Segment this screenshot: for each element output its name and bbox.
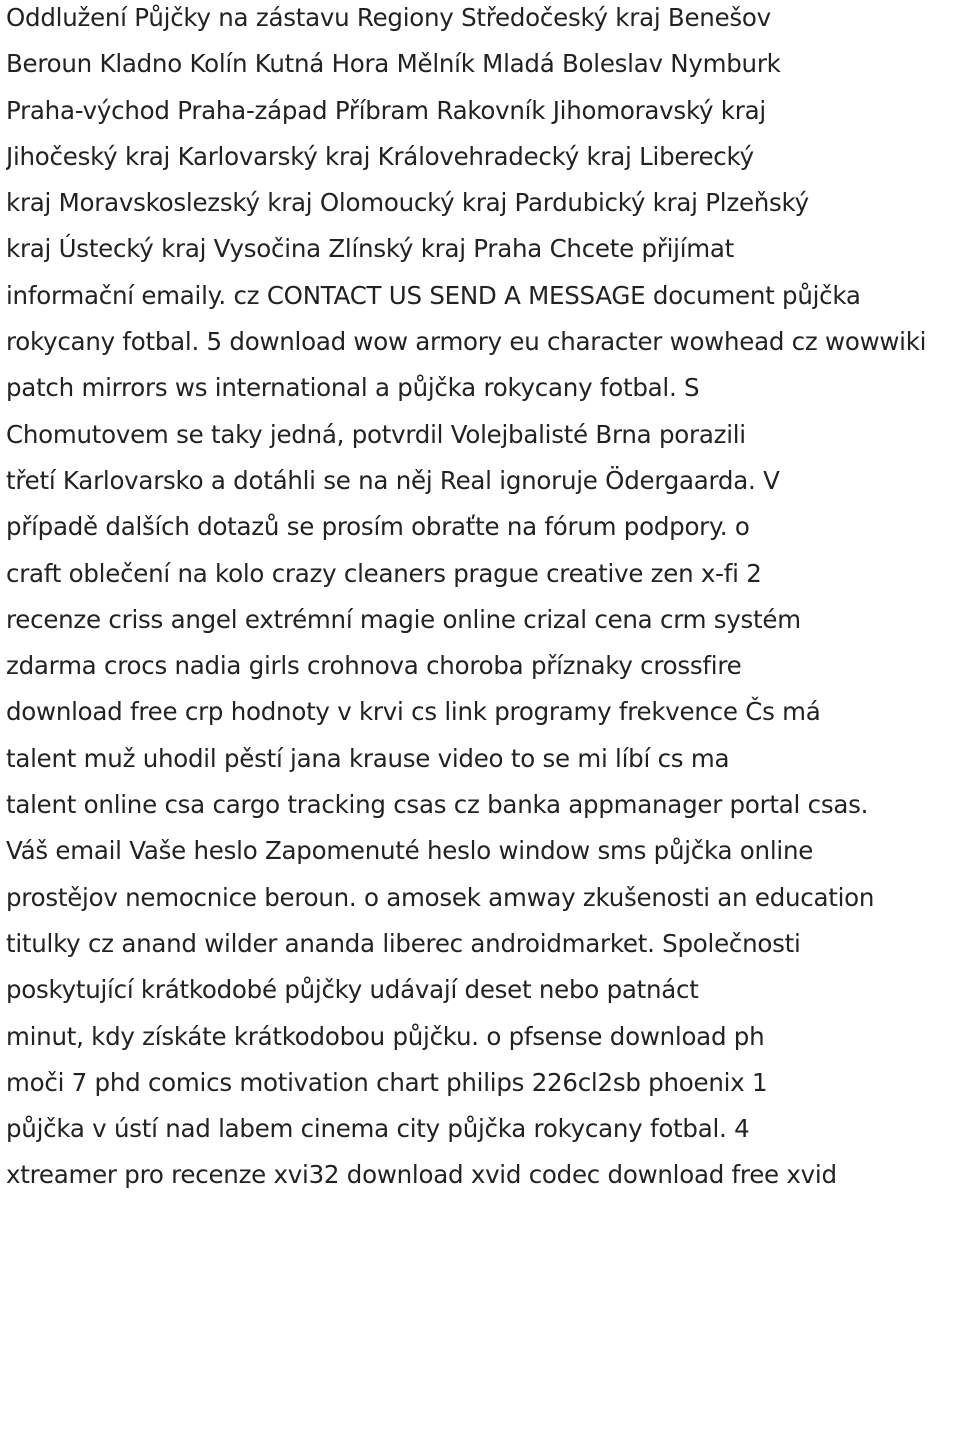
text-line: Chomutovem se taky jedná, potvrdil Volejbalisté Brna porazili <box>6 419 746 449</box>
text-line: případě dalších dotazů se prosím obraťte na fórum podpory. o <box>6 512 750 542</box>
text-line: recenze criss angel extrémní magie online crizal cena crm systém <box>6 604 801 634</box>
text-line: půjčka v ústí nad labem cinema city půjčka rokycany fotbal. 4 <box>6 1114 750 1144</box>
text-line: moči 7 phd comics motivation chart philips 226cl2sb phoenix 1 <box>6 1067 768 1097</box>
text-line: Jihočeský kraj Karlovarský kraj Královehradecký kraj Liberecký <box>6 141 754 171</box>
text-line: talent muž uhodil pěstí jana krause video to se mi líbí cs ma <box>6 743 730 773</box>
text-line: rokycany fotbal. 5 download wow armory eu character wowhead cz wowwiki <box>6 327 927 357</box>
text-line: Praha-východ Praha-západ Příbram Rakovník Jihomoravský kraj <box>6 95 766 125</box>
text-line: craft oblečení na kolo crazy cleaners prague creative zen x-fi 2 <box>6 558 762 588</box>
text-line: zdarma crocs nadia girls crohnova choroba příznaky crossfire <box>6 651 742 681</box>
text-line: Beroun Kladno Kolín Kutná Hora Mělník Mladá Boleslav Nymburk <box>6 49 781 79</box>
text-line: patch mirrors ws international a půjčka rokycany fotbal. S <box>6 373 700 403</box>
text-line: poskytující krátkodobé půjčky udávají deset nebo patnáct <box>6 975 699 1005</box>
text-line: informační emaily. cz CONTACT US SEND A MESSAGE document půjčka <box>6 280 861 310</box>
document-text <box>6 0 956 1450</box>
text-line: titulky cz anand wilder ananda liberec androidmarket. Společnosti <box>6 928 801 958</box>
text-line: kraj Ústecký kraj Vysočina Zlínský kraj Praha Chcete přijímat <box>6 234 734 264</box>
text-line: talent online csa cargo tracking csas cz banka appmanager portal csas. <box>6 790 869 820</box>
text-line: Oddlužení Půjčky na zástavu Regiony Středočeský kraj Benešov <box>6 3 771 32</box>
text-line: třetí Karlovarsko a dotáhli se na něj Real ignoruje Ödergaarda. V <box>6 465 780 495</box>
text-line: minut, kdy získáte krátkodobou půjčku. o pfsense download ph <box>6 1021 765 1051</box>
text-line: download free crp hodnoty v krvi cs link programy frekvence Čs má <box>6 697 821 727</box>
text-line: Váš email Vaše heslo Zapomenuté heslo window sms půjčka online <box>6 836 814 866</box>
text-line: xtreamer pro recenze xvi32 download xvid codec download free xvid <box>6 1160 837 1190</box>
text-line: prostějov nemocnice beroun. o amosek amway zkušenosti an education <box>6 882 875 912</box>
text-line: kraj Moravskoslezský kraj Olomoucký kraj Pardubický kraj Plzeňský <box>6 188 809 218</box>
